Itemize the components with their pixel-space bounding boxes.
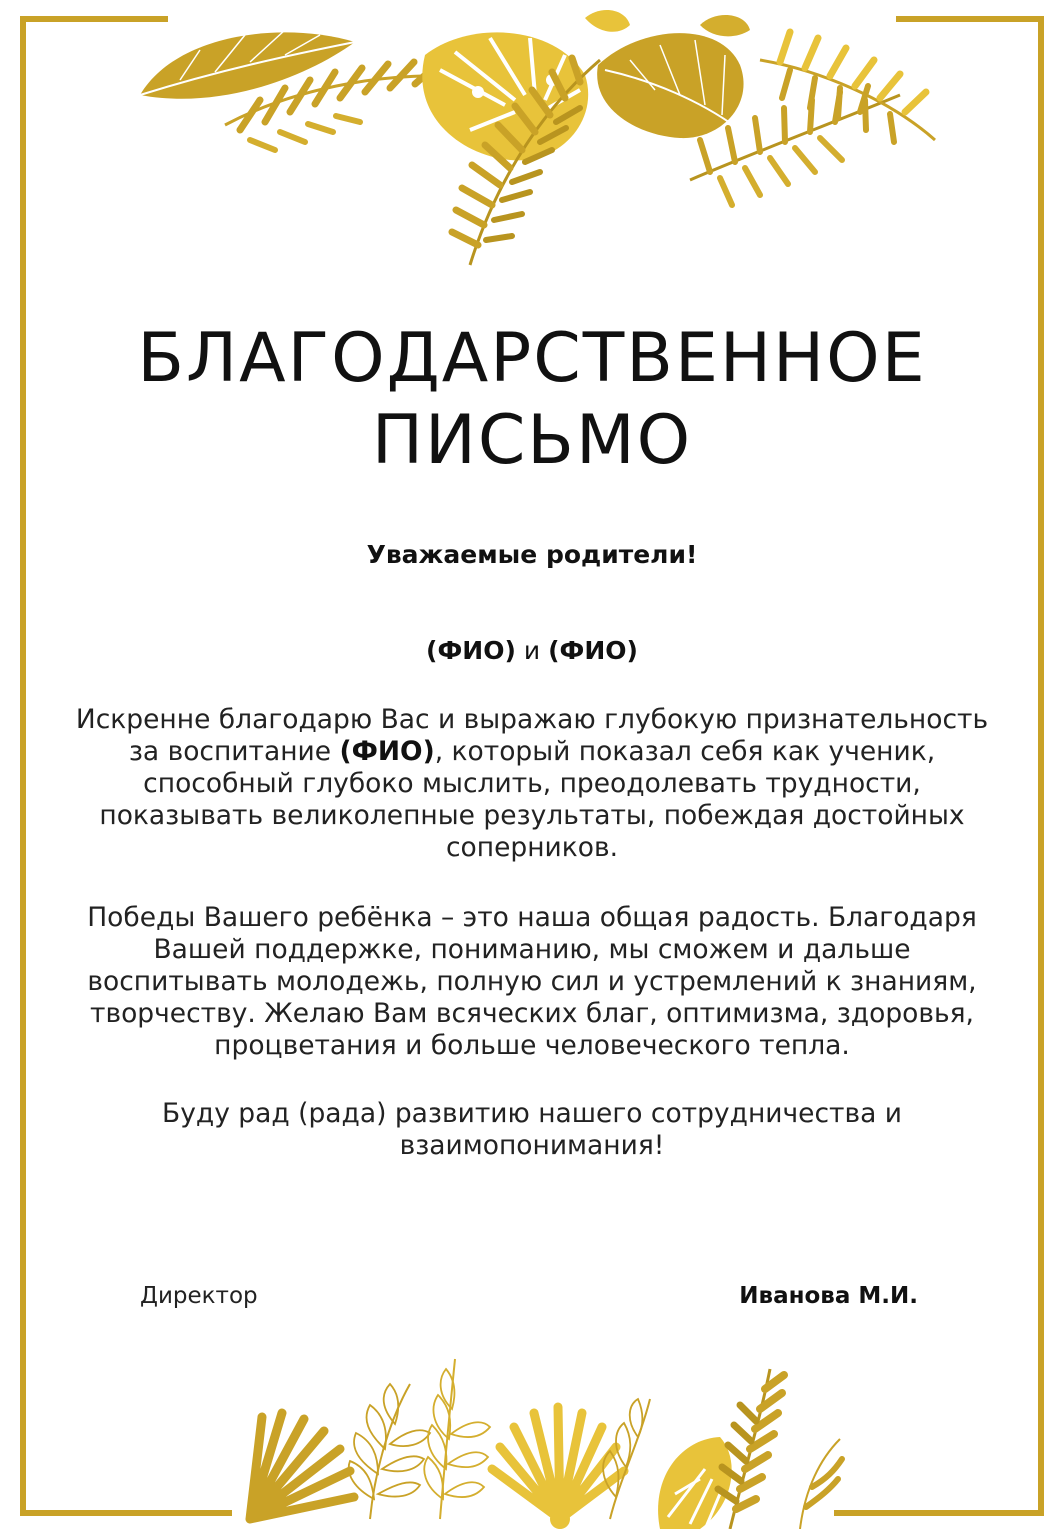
paragraph-cooperation: Буду рад (рада) развитию нашего сотрудничества и взаимопонимания! xyxy=(162,1098,902,1161)
leaf-fan-center-icon xyxy=(492,1407,624,1529)
leaf-fan-left-icon xyxy=(250,1413,354,1519)
leaf-outline-fern-icon xyxy=(349,1384,430,1519)
signature-role: Директор xyxy=(140,1283,258,1309)
leaf-heart-icon xyxy=(597,33,743,138)
letter-title-line2: ПИСЬМО xyxy=(371,401,693,480)
leaf-small-right-bottom-icon xyxy=(800,1439,842,1529)
recipient-names xyxy=(0,636,1064,665)
greeting: Уважаемые родители! xyxy=(366,540,698,569)
paragraph-gratitude xyxy=(70,704,994,864)
signature-name: Иванова М.И. xyxy=(739,1283,918,1309)
paragraph-gratitude-before: Искренне благодарю Вас и выражаю глубокую признательность за воспитание xyxy=(75,704,989,767)
recipient-name-first: (ФИО) xyxy=(426,636,516,665)
leaf-monstera-bottom-icon xyxy=(658,1437,732,1529)
student-name-placeholder: (ФИО) xyxy=(339,736,435,767)
letter-title-line1: БЛАГОДАРСТВЕННОЕ xyxy=(137,319,927,398)
recipient-name-second: (ФИО) xyxy=(548,636,638,665)
names-conjunction: и xyxy=(523,636,541,665)
leaf-small-top-icon xyxy=(585,10,750,36)
bottom-leaves-decoration xyxy=(0,1329,1064,1529)
leaf-outline-tall-icon xyxy=(424,1359,490,1519)
paragraph-gratitude-after: , который показал себя как ученик, способный глубоко мыслить, преодолевать трудности, показывать великолепные результаты, побеждая достойных соперников. xyxy=(99,736,965,863)
paragraph-wishes: Победы Вашего ребёнка – это наша общая радость. Благодаря Вашей поддержке, пониманию, мы сможем и дальше воспитывать молодежь, полную сил и устремлений к знаниям, творчеству. Желаю Вам всяческих благ, оптимизма, здоровья, процветания и больше человеческого тепла. xyxy=(87,902,977,1061)
letter-title xyxy=(0,318,1064,482)
top-leaves-decoration xyxy=(0,0,1064,280)
leaf-fern-right-bottom-icon xyxy=(718,1369,784,1529)
